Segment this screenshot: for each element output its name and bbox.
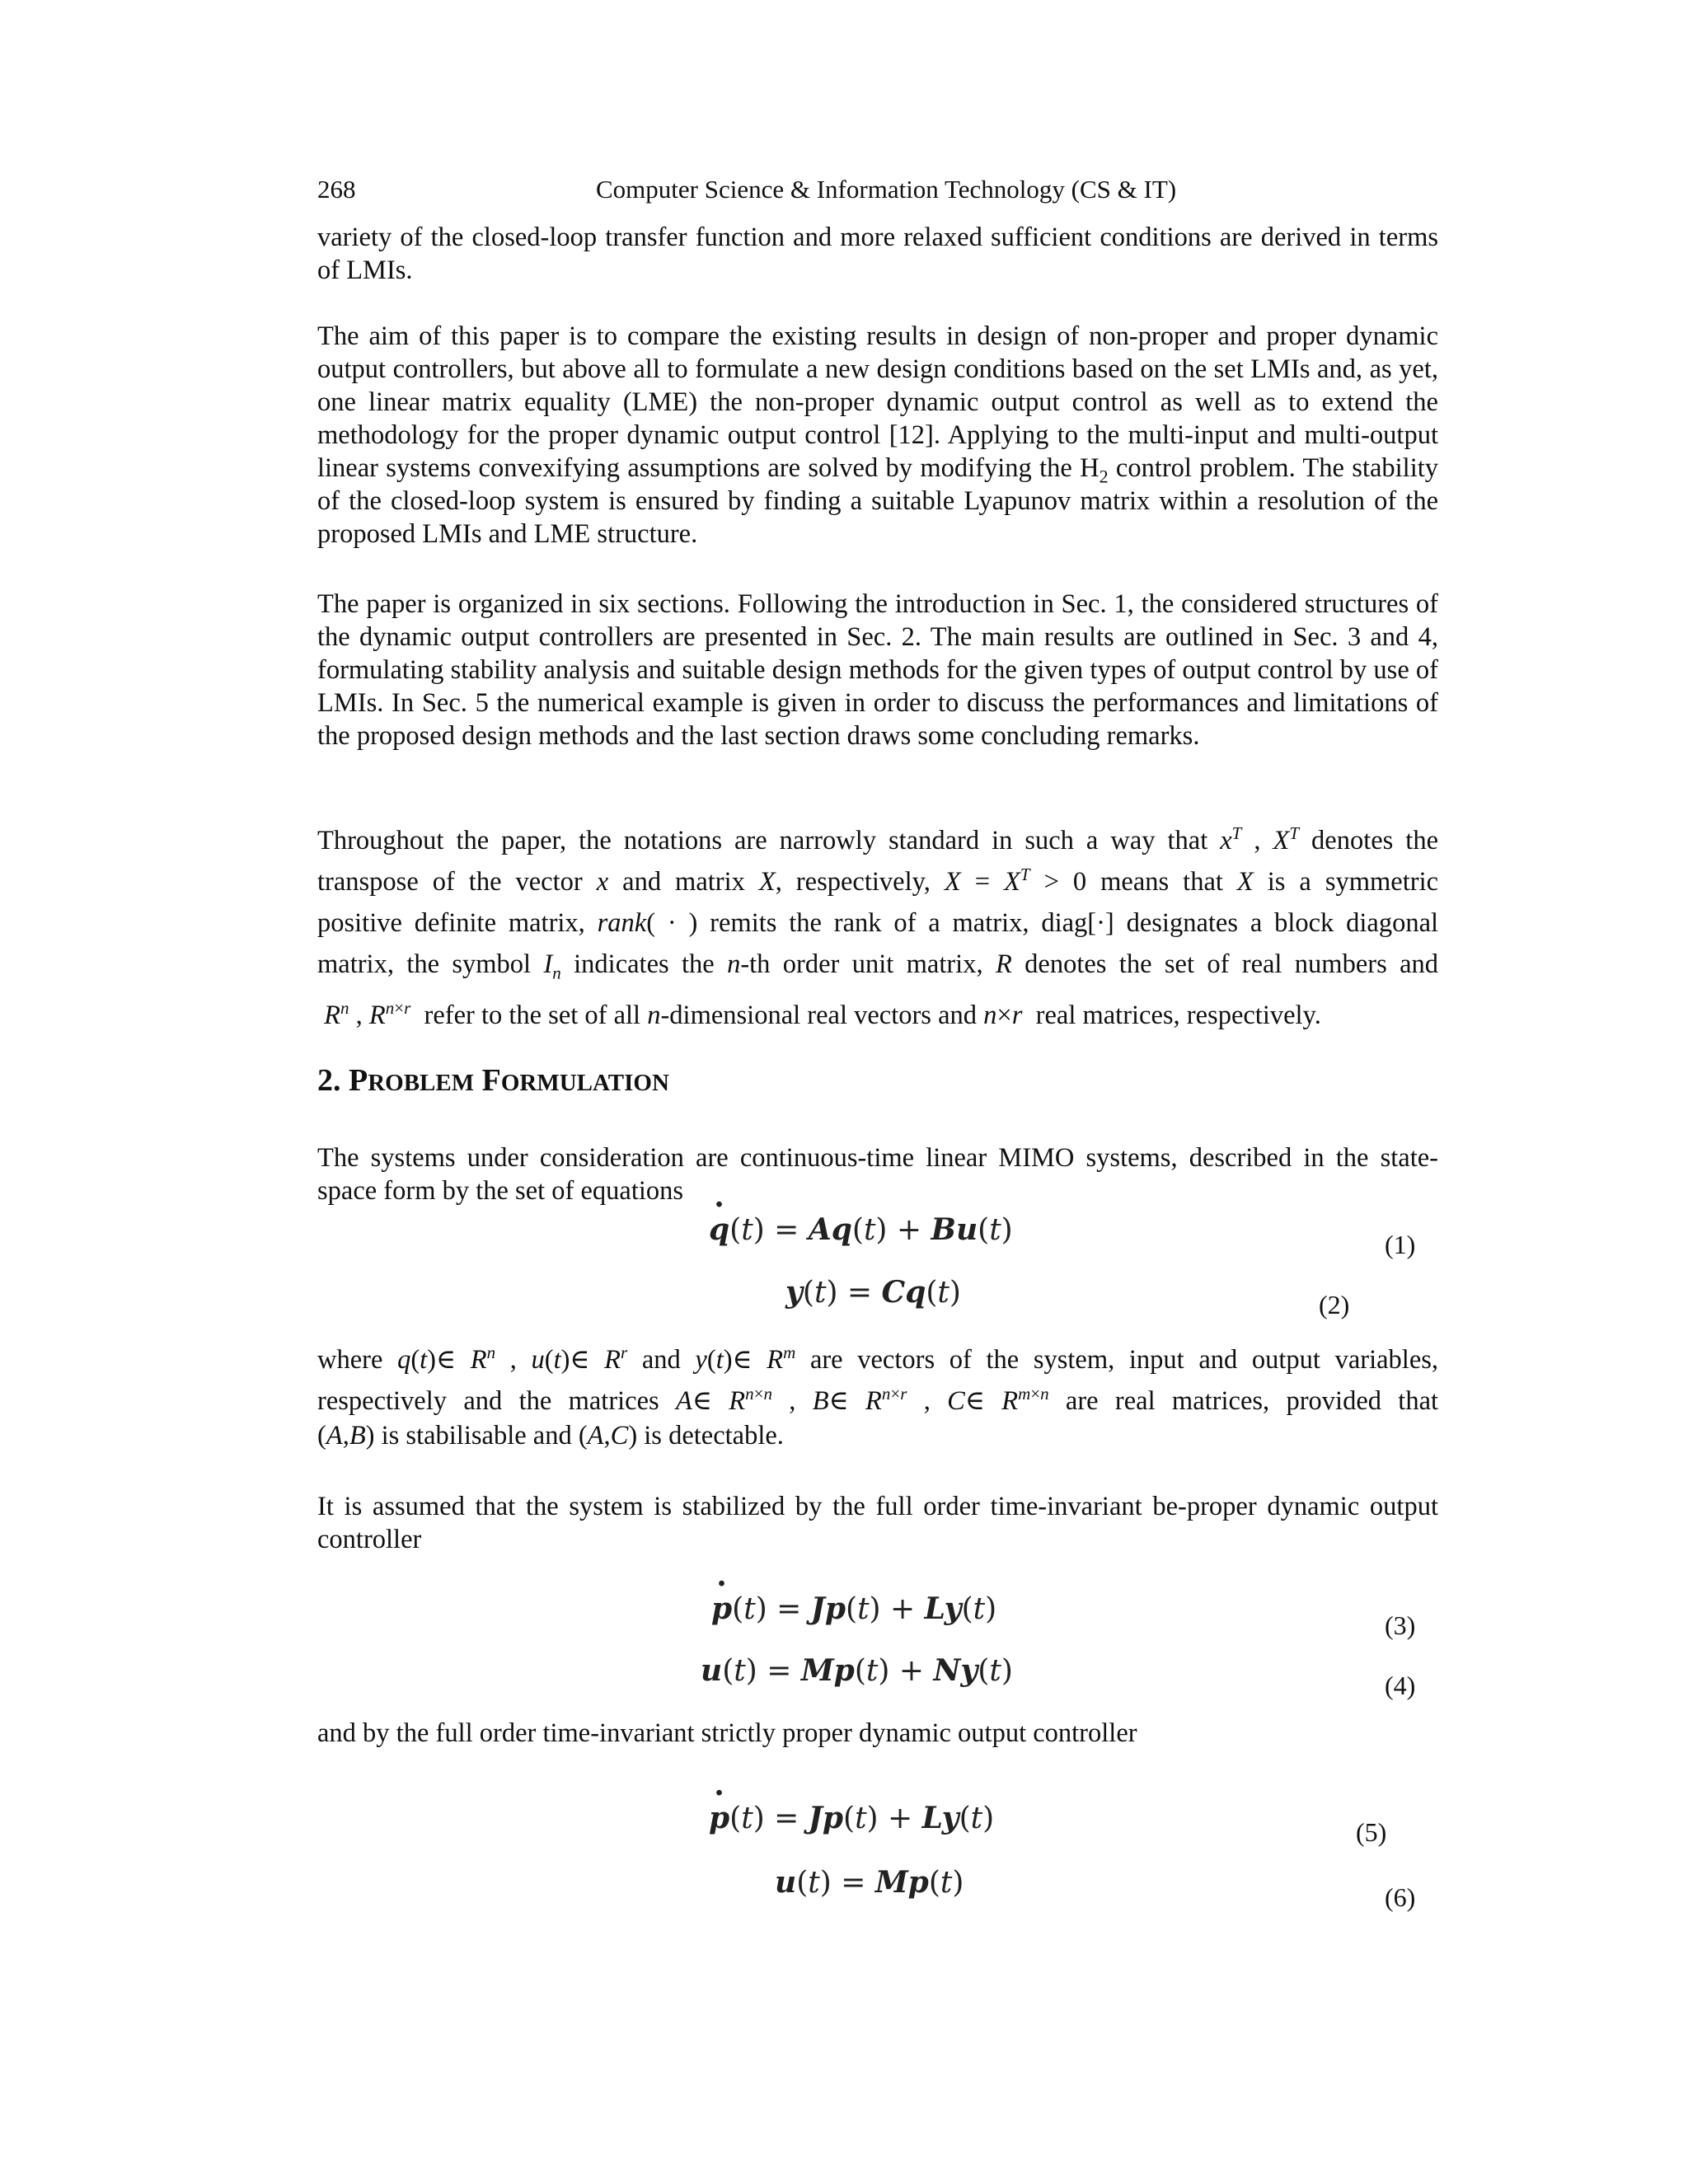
equation-number-5: (5) xyxy=(1356,1817,1387,1847)
paragraph-notation xyxy=(317,820,1438,1036)
notation-line-3: positive definite matrix, rank( · ) remits the rank of a matrix, diag[·] designates a block diagonal xyxy=(317,908,1439,938)
where-line-2: respectively and the matrices A∈ $R^{n\times n}$ , B∈ $R^{n\times r}$ , C∈ $R^{m\times n}$ are real matrices, provided that xyxy=(317,1384,1439,1416)
paragraph-where xyxy=(317,1339,1438,1456)
page-number: 268 xyxy=(317,175,356,204)
equation-number-6: (6) xyxy=(1385,1882,1416,1912)
paragraph-aim-text-2: control problem. The stability of the closed-loop system is ensured by finding a suitable Lyapunov matrix within a resolution of the proposed LMIs and LME structure. xyxy=(317,453,1438,549)
equation-number-3: (3) xyxy=(1385,1610,1416,1640)
equation-4: u(t) = Mp(t) + Ny(t) xyxy=(701,1653,1013,1688)
equation-5: · p(t) = Jp(t) + Ly(t) xyxy=(709,1800,994,1837)
equation-2: y(t) = Cq(t) xyxy=(785,1275,961,1310)
equation-number-1: (1) xyxy=(1385,1230,1416,1259)
journal-title: Computer Science & Information Technology (CS & IT) xyxy=(596,175,1177,204)
paragraph-aim-text-1: The aim of this paper is to compare the existing results in design of non-proper and proper dynamic output controllers, but above all to formulate a new design conditions based on the set LMIs and, as yet, one linear matrix equality (LME) the non-proper dynamic output control as well as to extend the methodology for the proper dynamic output control [12]. Applying to the multi-input and multi-output linear systems convexifying assumptions are solved by modifying the H xyxy=(317,321,1438,483)
paragraph-organization: The paper is organized in six sections. Following the introduction in Sec. 1, the considered structures of the dynamic output controllers are presented in Sec. 2. The main results are outlined in Sec. 3 and 4, formulating stability analysis and suitable design methods for the given types of output control by use of LMIs. In Sec. 5 the numerical example is given in order to discuss the performances and limitations of the proposed design methods and the last section draws some concluding remarks. xyxy=(317,589,1438,751)
paragraph-aim xyxy=(317,320,1438,551)
where-line-3: (A,B) is stabilisable and (A,C) is detectable. xyxy=(317,1421,784,1451)
notation-line-5: $R^n$ , $R^{n\times r}$ refer to the set of all n-dimensional real vectors and n×r real matrices, respectively. xyxy=(324,998,1321,1030)
notation-line-1: Throughout the paper, the notations are narrowly standard in such a way that $x^T$ , $X^T$ denotes the xyxy=(317,823,1439,855)
notation-line-2: transpose of the vector x and matrix X, respectively, $X = X^T > 0$ means that X is a symmetric xyxy=(317,865,1439,897)
paragraph-assumed: It is assumed that the system is stabilized by the full order time-invariant be-proper dynamic output controller xyxy=(317,1492,1438,1554)
equation-number-2: (2) xyxy=(1319,1290,1350,1319)
paragraph-continuation: variety of the closed-loop transfer function and more relaxed sufficient conditions are derived in terms of LMIs. xyxy=(317,223,1438,285)
paragraph-strictly-proper: and by the full order time-invariant strictly proper dynamic output controller xyxy=(317,1718,1137,1748)
section-heading: 2. PROBLEM FORMULATION xyxy=(317,1063,669,1098)
equation-1: · q(t) = Aq(t) + Bu(t) xyxy=(709,1212,1013,1249)
equation-6: u(t) = Mp(t) xyxy=(775,1865,964,1900)
equation-3: · p(t) = Jp(t) + Ly(t) xyxy=(711,1591,996,1628)
h2-subscript: 2 xyxy=(1099,466,1109,487)
where-line-1: where q(t)∈ $R^n$ , u(t)∈ $R^r$ and y(t)∈ $R^m$ are vectors of the system, input and output variables, xyxy=(317,1343,1439,1375)
running-header xyxy=(317,171,1438,208)
paragraph-systems: The systems under consideration are continuous-time linear MIMO systems, described in the state-space form by the set of equations xyxy=(317,1143,1438,1206)
notation-line-4: matrix, the symbol $I_n$ indicates the n-th order unit matrix, R denotes the set of real numbers and xyxy=(317,949,1439,983)
equation-number-4: (4) xyxy=(1385,1671,1416,1700)
